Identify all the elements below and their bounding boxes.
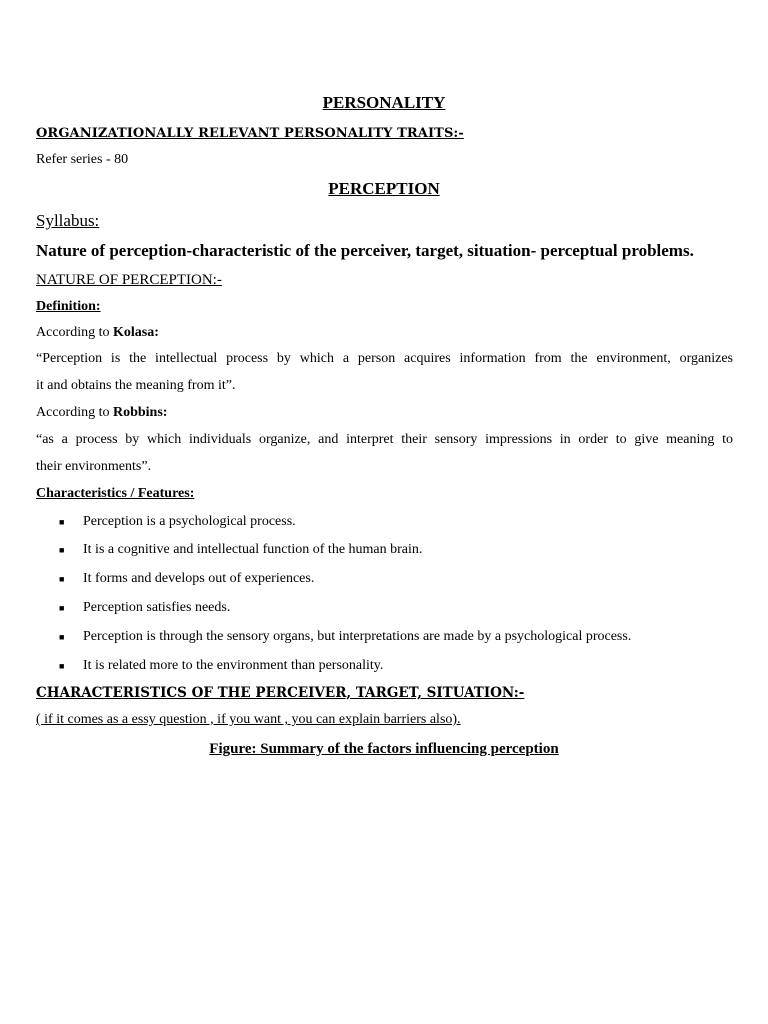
robbins-quote-line-2: their environments”.	[36, 459, 152, 474]
definition-label: Definition:	[36, 299, 101, 314]
refer-series-text: Refer series - 80	[36, 152, 129, 167]
list-item: It forms and develops out of experiences.	[83, 571, 315, 586]
heading-personality: PERSONALITY	[322, 93, 446, 112]
list-item: Perception is a psychological process.	[83, 514, 296, 529]
robbins-name: Robbins:	[112, 405, 168, 420]
syllabus-text: Nature of perception-characteristic of the perceiver, target, situation- perceptual problems.	[36, 241, 694, 260]
kolasa-quote-line-2: it and obtains the meaning from it”.	[36, 378, 236, 393]
robbins-quote-line-1: “as a process by which individuals organize, and interpret their sensory impressions in order to give meaning to	[36, 432, 733, 447]
org-traits-heading: ORGANIZATIONALLY RELEVANT PERSONALITY TRAITS:-	[36, 126, 464, 141]
heading-perception: PERCEPTION	[328, 179, 440, 198]
list-item: It is related more to the environment than personality.	[83, 658, 384, 673]
list-item: Perception satisfies needs.	[83, 600, 231, 615]
bullet-icon: ■	[59, 545, 65, 555]
perceiver-target-situation-heading: CHARACTERISTICS OF THE PERCEIVER, TARGET, SITUATION:-	[36, 685, 525, 701]
bullet-icon: ■	[59, 517, 65, 527]
kolasa-attribution	[36, 325, 159, 342]
bullet-icon: ■	[59, 661, 65, 671]
kolasa-quote-line-1: “Perception is the intellectual process by which a person acquires information from the environment, organizes	[36, 351, 733, 366]
figure-caption: Figure: Summary of the factors influencing perception	[209, 741, 559, 757]
nature-of-perception-heading: NATURE OF PERCEPTION:-	[36, 272, 222, 288]
bullet-icon: ■	[59, 574, 65, 584]
characteristics-label: Characteristics / Features:	[36, 486, 195, 501]
robbins-prefix: According to	[36, 405, 113, 420]
kolasa-name: Kolasa:	[112, 325, 159, 340]
essay-note: ( if it comes as a essy question , if you want , you can explain barriers also).	[36, 712, 461, 727]
syllabus-label: Syllabus:	[36, 211, 100, 230]
robbins-attribution	[36, 405, 167, 422]
list-item: Perception is through the sensory organs, but interpretations are made by a psychological process.	[83, 629, 632, 644]
bullet-icon: ■	[59, 603, 65, 613]
list-item: It is a cognitive and intellectual function of the human brain.	[83, 542, 423, 557]
bullet-icon: ■	[59, 632, 65, 642]
kolasa-prefix: According to	[36, 325, 113, 340]
